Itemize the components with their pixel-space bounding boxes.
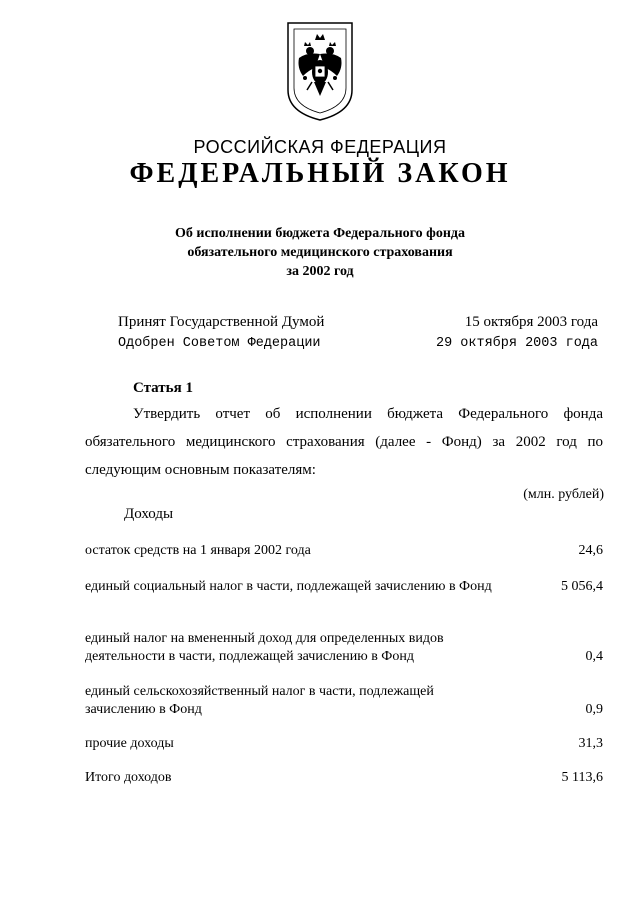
adoption-label: Принят Государственной Думой (118, 314, 325, 330)
income-label: единый налог на вмененный доход для определенных видов деятельности в части, подлежащей зачислению в Фонд (85, 631, 444, 664)
income-label: прочие доходы (85, 736, 174, 751)
income-value: 24,6 (578, 543, 603, 558)
adoption-label: Одобрен Советом Федерации (118, 336, 321, 351)
income-value: 31,3 (578, 736, 603, 751)
income-label: единый социальный налог в части, подлежащей зачислению в Фонд (85, 579, 492, 594)
units-label: (млн. рублей) (523, 487, 604, 502)
country-name: РОССИЙСКАЯ ФЕДЕРАЦИЯ (193, 137, 447, 157)
adoption-date: 29 октября 2003 года (435, 336, 598, 351)
income-total-value: 5 113,6 (561, 770, 603, 785)
law-title (0, 224, 640, 281)
income-total-row (85, 769, 603, 787)
adoption-row-council (118, 336, 598, 351)
section-heading: Доходы (124, 506, 174, 522)
double-headed-eagle-icon (285, 20, 355, 122)
law-title-line: за 2002 год (286, 264, 354, 279)
income-row (85, 630, 603, 666)
income-row (85, 542, 603, 560)
adoption-date: 15 октября 2003 года (464, 314, 598, 330)
article-text (85, 400, 603, 484)
income-row (85, 683, 603, 719)
law-title-line: обязательного медицинского страхования (187, 245, 453, 260)
income-value: 0,9 (585, 702, 603, 717)
income-total-label: Итого доходов (85, 770, 172, 785)
article-paragraph: Утвердить отчет об исполнении бюджета Федерального фонда обязательного медицинского страхования (далее - Фонд) за 2002 год по следующим основным показателям: (85, 406, 603, 478)
article-heading: Статья 1 (133, 380, 193, 396)
law-title-line: Об исполнении бюджета Федерального фонда (174, 226, 466, 241)
income-value: 5 056,4 (561, 579, 603, 594)
income-row (85, 735, 603, 753)
income-label: остаток средств на 1 января 2002 года (85, 543, 311, 558)
state-emblem (285, 20, 355, 122)
document-type: ФЕДЕРАЛЬНЫЙ ЗАКОН (129, 158, 511, 189)
income-value: 0,4 (585, 649, 603, 664)
income-label: единый сельскохозяйственный налог в части, подлежащей зачислению в Фонд (85, 684, 434, 717)
adoption-row-duma (118, 314, 598, 331)
income-row (85, 578, 603, 596)
